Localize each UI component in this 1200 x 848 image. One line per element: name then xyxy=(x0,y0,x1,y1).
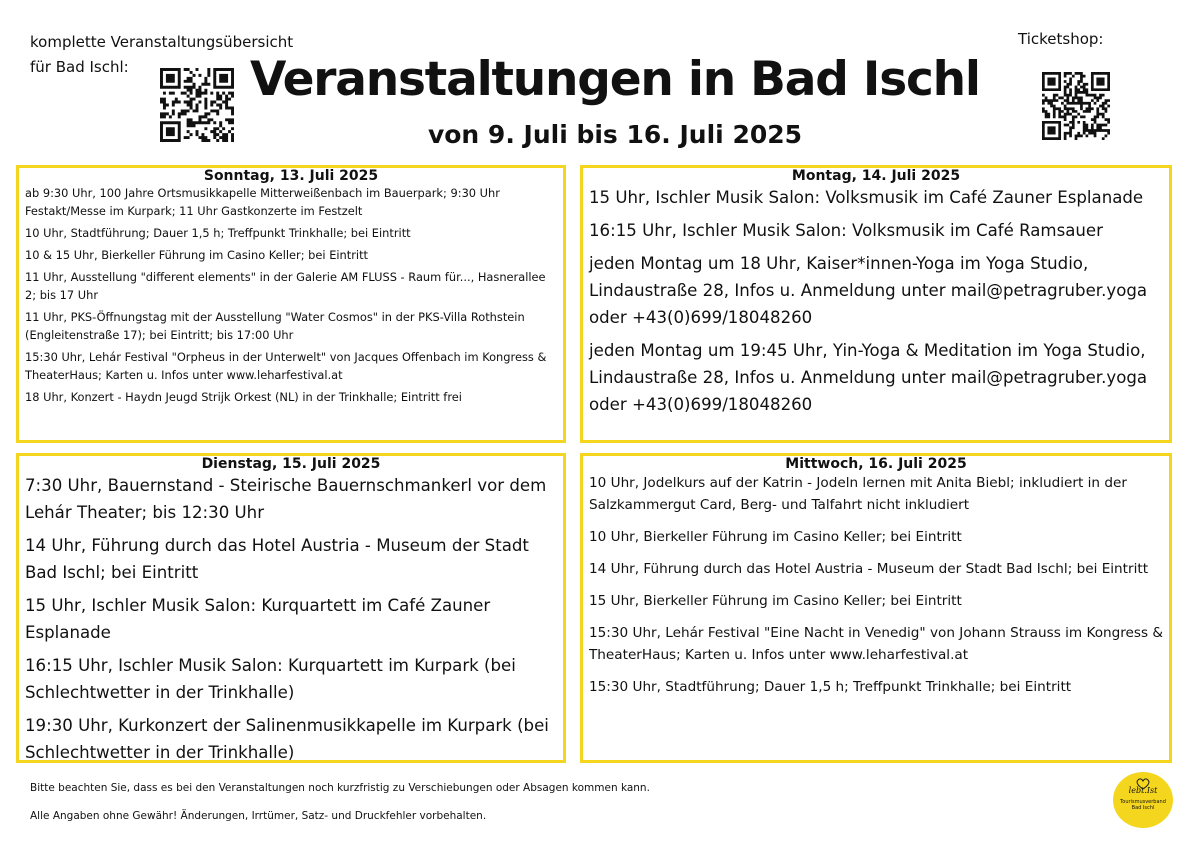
day-panel-tuesday xyxy=(16,453,566,763)
ticketshop-label: Ticketshop: xyxy=(1018,30,1104,48)
event-item: 11 Uhr, PKS-Öffnungstag mit der Ausstellung "Water Cosmos" in der PKS-Villa Rothstein (Engleitenstraße 17); bei Eintritt; bis 17:00 Uhr xyxy=(25,310,525,342)
event-item: 10 Uhr, Jodelkurs auf der Katrin - Jodeln lernen mit Anita Biebl; inkludiert in der Salzkammergut Card, Berg- und Talfahrt nicht inkludiert xyxy=(589,475,1127,513)
ticketshop-qr-code[interactable] xyxy=(1042,72,1110,140)
event-item: 10 Uhr, Stadtführung; Dauer 1,5 h; Treffpunkt Trinkhalle; bei Eintritt xyxy=(25,226,411,240)
event-item: 16:15 Uhr, Ischler Musik Salon: Kurquartett im Kurpark (bei Schlechtwetter in der Trinkhalle) xyxy=(25,656,516,702)
event-item: 14 Uhr, Führung durch das Hotel Austria - Museum der Stadt Bad Ischl; bei Eintritt xyxy=(25,536,529,582)
day-heading: Montag, 14. Juli 2025 xyxy=(791,168,961,184)
disclaimer-note: Bitte beachten Sie, dass es bei den Veranstaltungen noch kurzfristig zu Verschiebungen oder Absagen kommen kann. xyxy=(30,782,650,794)
day-panel-wednesday xyxy=(580,453,1172,763)
event-item: 7:30 Uhr, Bauernstand - Steirische Bauernschmankerl vor dem Lehár Theater; bis 12:30 Uhr xyxy=(25,476,547,522)
day-panel-monday xyxy=(580,165,1172,443)
event-list xyxy=(583,472,1169,698)
event-item: jeden Montag um 19:45 Uhr, Yin-Yoga & Meditation im Yoga Studio, Lindaustraße 28, Infos u. Anmeldung unter mail@petragruber.yoga oder +43(0)699/18048260 xyxy=(589,341,1148,414)
disclaimer-note: Alle Angaben ohne Gewähr! Änderungen, Irrtümer, Satz- und Druckfehler vorbehalten. xyxy=(30,810,487,822)
event-item: 10 Uhr, Bierkeller Führung im Casino Keller; bei Eintritt xyxy=(589,529,962,545)
overview-label-line-1: komplette Veranstaltungsübersicht xyxy=(30,33,294,51)
event-item: 10 & 15 Uhr, Bierkeller Führung im Casino Keller; bei Eintritt xyxy=(25,248,369,262)
footer-notes xyxy=(30,780,650,824)
tourism-logo xyxy=(1113,772,1173,828)
event-item: 15 Uhr, Bierkeller Führung im Casino Keller; bei Eintritt xyxy=(589,593,962,609)
logo-script: lebt.Ist xyxy=(1128,786,1158,795)
event-item: 14 Uhr, Führung durch das Hotel Austria - Museum der Stadt Bad Ischl; bei Eintritt xyxy=(589,561,1149,577)
event-item: 11 Uhr, Ausstellung "different elements" in der Galerie AM FLUSS - Raum für..., Hasnerallee 2; bis 17 Uhr xyxy=(25,270,546,302)
event-item: jeden Montag um 18 Uhr, Kaiser*innen-Yoga im Yoga Studio, Lindaustraße 28, Infos u. Anmeldung unter mail@petragruber.yoga oder +43(0)699/18048260 xyxy=(589,254,1148,327)
event-item: ab 9:30 Uhr, 100 Jahre Ortsmusikkapelle Mitterweißenbach im Bauerpark; 9:30 Uhr Festakt/Messe im Kurpark; 11 Uhr Gastkonzerte im Festzelt xyxy=(25,186,500,218)
event-list xyxy=(19,472,563,763)
page-subtitle: von 9. Juli bis 16. Juli 2025 xyxy=(427,120,803,149)
page-title: Veranstaltungen in Bad Ischl xyxy=(250,52,980,107)
event-item: 15 Uhr, Ischler Musik Salon: Volksmusik im Café Zauner Esplanade xyxy=(589,188,1144,207)
event-item: 15 Uhr, Ischler Musik Salon: Kurquartett im Café Zauner Esplanade xyxy=(25,596,491,642)
event-list xyxy=(19,184,563,406)
event-item: 15:30 Uhr, Lehár Festival "Eine Nacht in Venedig" von Johann Strauss im Kongress & TheaterHaus; Karten u. Infos unter www.leharfestival.at xyxy=(589,625,1163,663)
overview-label-line-2: für Bad Ischl: xyxy=(30,58,129,76)
event-item: 15:30 Uhr, Stadtführung; Dauer 1,5 h; Treffpunkt Trinkhalle; bei Eintritt xyxy=(589,679,1072,695)
event-item: 15:30 Uhr, Lehár Festival "Orpheus in der Unterwelt" von Jacques Offenbach im Kongress & TheaterHaus; Karten u. Infos unter www.leharfestival.at xyxy=(25,350,547,382)
day-heading: Dienstag, 15. Juli 2025 xyxy=(201,456,381,472)
day-panel-sunday xyxy=(16,165,566,443)
event-item: 16:15 Uhr, Ischler Musik Salon: Volksmusik im Café Ramsauer xyxy=(589,221,1103,240)
event-item: 18 Uhr, Konzert - Haydn Jeugd Strijk Orkest (NL) in der Trinkhalle; Eintritt frei xyxy=(25,390,462,404)
day-heading: Sonntag, 13. Juli 2025 xyxy=(203,168,379,184)
event-item: 19:30 Uhr, Kurkonzert der Salinenmusikkapelle im Kurpark (bei Schlechtwetter in der Trinkhalle) xyxy=(25,716,549,762)
event-list xyxy=(583,184,1169,418)
day-heading: Mittwoch, 16. Juli 2025 xyxy=(785,456,967,472)
logo-text: Tourismusverband Bad Ischl xyxy=(1120,799,1166,811)
